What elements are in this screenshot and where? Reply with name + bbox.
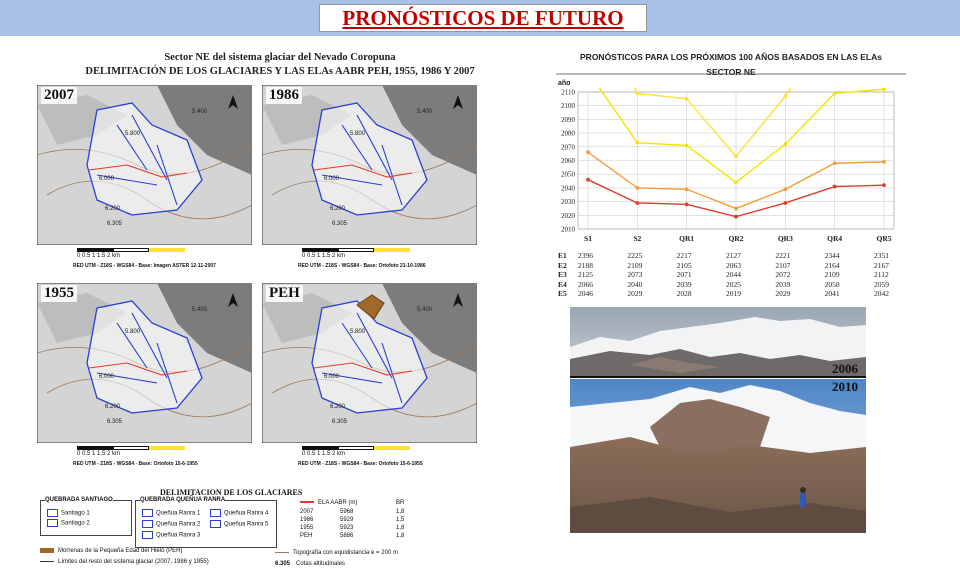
map-contour-label: 6.000 xyxy=(99,176,115,182)
chart-table-series-name: E2 xyxy=(558,260,567,270)
map-panel xyxy=(37,283,252,467)
chart-table-cell: 2125 xyxy=(578,270,593,279)
chart-series-line xyxy=(588,46,884,69)
chart-data-point xyxy=(685,187,689,191)
chart-table-cell: 2025 xyxy=(726,279,741,289)
chart-table-cell: 2028 xyxy=(676,289,692,298)
map-panel xyxy=(262,85,477,269)
ela-cell: 1955 xyxy=(300,525,314,531)
legend-swatch-icon xyxy=(47,519,58,527)
chart-table-cell: 2040 xyxy=(627,279,643,289)
chart-data-point xyxy=(635,91,639,95)
chart-ytick-label: 2040 xyxy=(561,184,575,193)
legend-swatch-icon xyxy=(142,531,153,539)
legend-swatch-icon xyxy=(142,520,153,528)
map-title-line1: Sector NE del sistema glaciar del Nevado Coropuna xyxy=(164,52,396,63)
chart-table-cell: 2107 xyxy=(775,260,791,270)
map-contour-label: 5.800 xyxy=(125,131,141,137)
map-contour-label: 6.000 xyxy=(324,374,340,380)
ela-header-br: BR xyxy=(396,500,405,506)
slide-title: PRONÓSTICOS DE FUTURO xyxy=(342,6,624,30)
chart-table-cell: 2066 xyxy=(578,279,593,289)
chart-table-cell: 2019 xyxy=(726,289,741,298)
chart-data-point xyxy=(833,185,837,189)
legend-swatch-icon xyxy=(210,520,221,528)
map-panel-caption: RED UTM - Z18S - WGS84 - Base: Ortofoto 21-10-1986 xyxy=(298,263,426,269)
map-contour-label: 5.400 xyxy=(417,307,433,313)
map-scale-labels: 0 0.5 1 1.5 2 km xyxy=(302,253,346,259)
legend-item: Queñua Ranra 2 xyxy=(156,521,201,528)
ela-cell: 1,8 xyxy=(396,525,405,531)
legend-item: Queñua Ranra 3 xyxy=(156,532,201,539)
glacier-map-image xyxy=(37,283,252,443)
chart-data-point xyxy=(586,150,590,154)
chart-ytick-label: 2070 xyxy=(561,143,575,152)
legend-group2-box xyxy=(135,497,277,548)
legend-heights: Cotas altitudinales xyxy=(296,561,346,567)
chart-xtick-label: S1 xyxy=(584,234,592,243)
chart-table-cell: 2059 xyxy=(874,279,889,289)
map-panel xyxy=(37,85,252,269)
chart-table-cell: 2109 xyxy=(627,260,643,270)
legend-swatch-icon xyxy=(47,509,58,517)
chart-table-cell: 2041 xyxy=(824,289,840,298)
chart-table-series-name: E4 xyxy=(558,279,567,289)
chart-table-cell: 2063 xyxy=(726,260,741,270)
legend-group1-box xyxy=(40,497,132,536)
legend-swatch-icon xyxy=(210,509,221,517)
map-legend xyxy=(40,488,490,578)
chart-table-cell: 2029 xyxy=(775,289,791,298)
chart-xtick-label: QR5 xyxy=(876,234,892,243)
chart-data-point xyxy=(635,201,639,205)
chart-table-cell: 2217 xyxy=(676,251,692,260)
map-scale-labels: 0 0.5 1 1.5 2 km xyxy=(77,253,121,259)
chart-table-cell: 2044 xyxy=(726,270,741,279)
chart-subtitle: SECTOR NE xyxy=(706,67,756,77)
legend-title: DELIMITACION DE LOS GLACIARES xyxy=(160,488,303,497)
map-contour-label: 5.400 xyxy=(417,109,433,115)
glacier-photo-image xyxy=(570,307,866,533)
chart-ytick-label: 2090 xyxy=(561,115,575,124)
forecast-chart xyxy=(556,46,906,304)
map-scale-labels: 0 0.5 1 1.5 2 km xyxy=(77,451,121,457)
legend-group1-title: QUEBRADA SANTIAGO xyxy=(45,497,113,503)
chart-table-cell: 2127 xyxy=(726,251,741,260)
glacier-map-image xyxy=(37,85,252,245)
chart-table-cell: 2042 xyxy=(874,289,889,298)
chart-data-point xyxy=(635,141,639,145)
legend-limits: Límites del resto del sistema glaciar (2007, 1986 y 1955) xyxy=(58,559,209,565)
legend-item: Queñua Ranra 1 xyxy=(156,510,201,517)
ela-cell: 1986 xyxy=(300,517,314,523)
ela-line-icon xyxy=(300,501,314,503)
map-contour-label: 6.305 xyxy=(332,419,348,425)
map-contour-label: 6.305 xyxy=(107,419,123,425)
limit-line-icon xyxy=(40,561,54,562)
map-contour-label: 6.305 xyxy=(107,221,123,227)
chart-table-series-name: E3 xyxy=(558,270,567,279)
map-panel-year: PEH xyxy=(266,285,303,302)
map-contour-label: 5.400 xyxy=(192,307,208,313)
chart-data-point xyxy=(783,187,787,191)
chart-table-cell: 2109 xyxy=(824,270,840,279)
ela-header-ela: ELA AABR (m) xyxy=(318,500,358,506)
chart-table-cell: 2039 xyxy=(775,279,791,289)
map-contour-label: 6.305 xyxy=(332,221,348,227)
chart-data-point xyxy=(734,181,738,185)
ela-cell: PEH xyxy=(300,533,313,539)
map-figure xyxy=(0,40,560,567)
slide-title-box xyxy=(319,4,647,32)
legend-topo: Topografía con equidistancia e = 200 m xyxy=(293,550,398,556)
chart-xtick-label: QR1 xyxy=(679,234,695,243)
chart-table-cell: 2039 xyxy=(676,279,692,289)
glacier-map-image xyxy=(262,85,477,245)
chart-table-cell: 2188 xyxy=(578,260,593,270)
chart-ytick-label: 2010 xyxy=(561,225,575,234)
legend-item: Queñua Ranra 5 xyxy=(224,521,269,528)
ela-cell: 1,8 xyxy=(396,509,405,515)
map-panel-year: 2007 xyxy=(41,87,77,104)
chart-ytick-label: 2110 xyxy=(561,88,575,97)
chart-title: PRONÓSTICOS PARA LOS PRÓXIMOS 100 AÑOS BASADOS EN LAS ELAs xyxy=(580,52,882,62)
map-contour-label: 6.000 xyxy=(99,374,115,380)
chart-data-point xyxy=(734,154,738,158)
chart-table-cell: 2073 xyxy=(627,270,643,279)
map-contour-label: 5.800 xyxy=(350,131,366,137)
legend-group2-title: QUEBRADA QUEÑUA RANRA xyxy=(140,497,226,503)
chart-ytick-label: 2100 xyxy=(561,102,575,111)
chart-data-point xyxy=(734,207,738,211)
chart-ytick-label: 2020 xyxy=(561,211,575,220)
chart-data-point xyxy=(734,215,738,219)
chart-table-cell: 2112 xyxy=(874,270,889,279)
chart-data-point xyxy=(783,142,787,146)
chart-data-point xyxy=(685,97,689,101)
chart-table-series-name: E5 xyxy=(558,289,567,298)
chart-table-cell: 2029 xyxy=(627,289,643,298)
legend-item: Santiago 1 xyxy=(61,510,90,517)
legend-swatch-icon xyxy=(142,509,153,517)
chart-ytick-label: 2080 xyxy=(561,129,575,138)
map-panel-year: 1986 xyxy=(266,87,302,104)
chart-table-cell: 2351 xyxy=(874,251,889,260)
legend-heights-value: 6.305 xyxy=(275,561,291,567)
chart-ytick-label: 2060 xyxy=(561,157,575,165)
chart-table-cell: 2071 xyxy=(676,270,692,279)
chart-xtick-label: QR4 xyxy=(827,234,843,243)
chart-xtick-label: S2 xyxy=(633,234,642,243)
chart-data-point xyxy=(685,144,689,148)
chart-table-cell: 2225 xyxy=(627,251,643,260)
chart-data-point xyxy=(833,161,837,165)
chart-data-point xyxy=(783,201,787,205)
legend-moraines: Morrenas de la Pequeña Edad del Hielo (PEH) xyxy=(58,548,183,555)
chart-data-point xyxy=(882,87,886,91)
chart-table-cell: 2105 xyxy=(676,260,692,270)
map-contour-label: 6.200 xyxy=(330,206,346,212)
map-contour-label: 6.000 xyxy=(324,176,340,182)
chart-table-cell: 2167 xyxy=(874,260,889,270)
chart-table-cell: 2221 xyxy=(775,251,791,260)
chart-table-cell: 2344 xyxy=(824,251,840,260)
contour-line-icon xyxy=(275,552,289,553)
chart-ytick-label: 2030 xyxy=(561,198,575,207)
map-contour-label: 6.200 xyxy=(105,404,121,410)
moraine-swatch-icon xyxy=(40,548,54,553)
map-panel-caption: RED UTM - Z18S - WGS84 - Base: Ortofoto 15-6-1955 xyxy=(298,461,423,467)
ela-cell: 1,8 xyxy=(396,533,405,539)
chart-xtick-label: QR2 xyxy=(728,234,744,243)
ela-cell: 5968 xyxy=(340,509,354,515)
map-contour-label: 5.800 xyxy=(350,329,366,335)
map-panel-caption: RED UTM - Z18S - WGS84 - Base: Imagen ASTER 12-11-2007 xyxy=(73,263,216,269)
chart-data-point xyxy=(882,160,886,164)
ela-cell: 5929 xyxy=(340,517,354,523)
chart-data-point xyxy=(783,94,787,98)
map-panel-year: 1955 xyxy=(41,285,77,302)
chart-table-cell: 2164 xyxy=(824,260,840,270)
map-scale-labels: 0 0.5 1 1.5 2 km xyxy=(302,451,346,457)
glacier-map-image xyxy=(262,283,477,443)
chart-table-series-name: E1 xyxy=(558,251,567,260)
map-contour-label: 5.800 xyxy=(125,329,141,335)
ela-cell: 1,5 xyxy=(396,517,405,523)
ela-cell: 5886 xyxy=(340,533,354,539)
map-contour-label: 6.200 xyxy=(330,404,346,410)
legend-item: Santiago 2 xyxy=(61,520,90,527)
legend-item: Queñua Ranra 4 xyxy=(224,510,269,517)
chart-table-cell: 2046 xyxy=(578,289,593,298)
ela-cell: 5923 xyxy=(340,525,354,531)
chart-data-point xyxy=(635,186,639,190)
chart-xtick-label: QR3 xyxy=(777,234,793,243)
chart-table-cell: 2396 xyxy=(578,251,593,260)
chart-table-cell: 2058 xyxy=(824,279,840,289)
glacier-photos xyxy=(570,307,866,533)
chart-ylabel: año xyxy=(558,80,571,87)
ela-cell: 2007 xyxy=(300,509,314,515)
chart-data-point xyxy=(586,178,590,182)
chart-data-point xyxy=(882,183,886,187)
map-panel-caption: RED UTM - Z18S - WGS84 - Base: Ortofoto 15-6-1955 xyxy=(73,461,198,467)
chart-data-point xyxy=(685,202,689,206)
map-panel xyxy=(262,283,477,467)
ela-table xyxy=(300,500,460,550)
chart-table-cell: 2072 xyxy=(775,270,791,279)
map-title-line2: DELIMITACIÓN DE LOS GLACIARES Y LAS ELAs AABR PEH, 1955, 1986 Y 2007 xyxy=(85,66,475,77)
chart-ytick-label: 2050 xyxy=(561,170,575,179)
map-contour-label: 5.400 xyxy=(192,109,208,115)
photo-label-2006: 2006 xyxy=(832,361,858,376)
photo-label-2010: 2010 xyxy=(832,379,858,394)
map-contour-label: 6.200 xyxy=(105,206,121,212)
chart-data-point xyxy=(833,91,837,95)
